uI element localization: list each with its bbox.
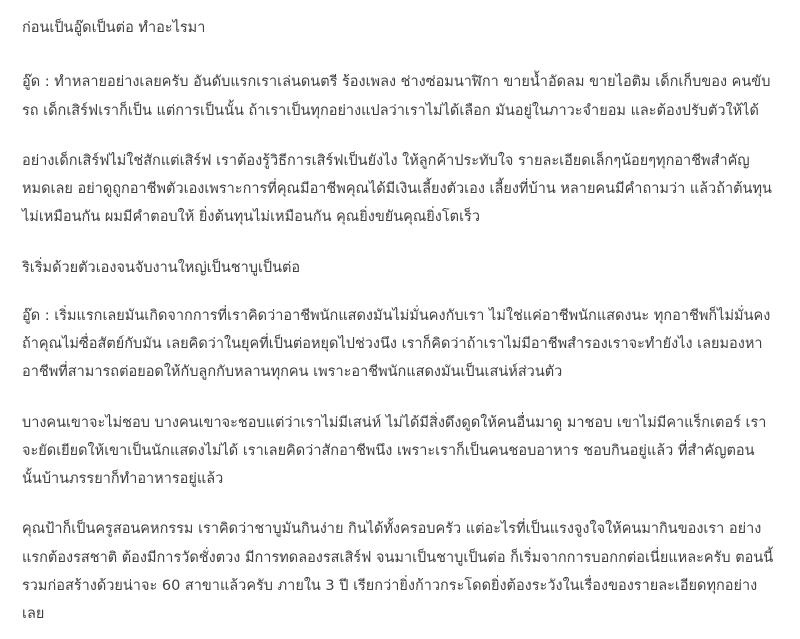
article-paragraph-answer-2: อย่างเด็กเสิร์ฟไม่ใช่สักแต่เสิร์ฟ เราต้องรู้วิธีการเสิร์ฟเป็นยังไง ให้ลูกค้าประทับใจ รายละเอียดเล็กๆน้อยๆทุกอาชีพสำคัญหมดเลย อย่าดูถูกอาชีพตัวเองเพราะการที่คุณมีอาชีพคุณได้มีเงินเลี้ยงตัวเอง เลี้ยงที่บ้าน หลายคนมีคำถามว่า แล้วถ้าต้นทุนไม่เหมือนกัน ผมมีคำตอบให้ ยิ่งต้นทุนไม่เหมือนกัน คุณยิ่งขยันคุณยิ่งโตเร็ว	[22, 152, 772, 226]
article-paragraph-question-2: ริเริ่มด้วยตัวเองจนจับงานใหญ่เป็นชาบูเป็นต่อ	[22, 259, 301, 276]
article-paragraph-question-1: ก่อนเป็นอู๊ดเป็นต่อ ทำอะไรมา	[22, 20, 206, 36]
article-paragraph-answer-5: คุณป้าก็เป็นครูสอนคหกรรม เราคิดว่าชาบูมันกินง่าย กินได้ทั้งครอบครัว แต่อะไรที่เป็นแรงจูงใจให้คนมากินของเรา อย่างแรกต้องรสชาติ ต้องมีการวัดชั่งตวง มีการทดลองรสเสิร์ฟ จนมาเป็นชาบูเป็นต่อ ก็เริ่มจากการบอกกต่อเนี่ยแหละครับ ตอนนี้รวมก่อสร้างด้วยน่าจะ 60 สาขาแล้วครับ ภายใน 3 ปี เรียกว่ายิ่งก้าวกระโดดยิ่งต้องระวังในเรื่องของรายละเอียดทุกอย่างเลย	[22, 521, 774, 623]
article-paragraph-answer-4: บางคนเขาจะไม่ชอบ บางคนเขาจะชอบแต่ว่าเราไม่มีเสน่ห์ ไม่ได้มีสิ่งดึงดูดให้คนอื่นมาดู มาชอบ เขาไม่มีคาแร็กเตอร์ เราจะยัดเยียดให้เขาเป็นนักแสดงไม่ได้ เราเลยคิดว่าสักอาชีพนึง เพราะเราก็เป็นคนชอบอาหาร ชอบกินอยู่แล้ว ที่สำคัญตอนนั้นบ้านภรรยาก็ทำอาหารอยู่แล้ว	[22, 414, 767, 488]
article-paragraph-answer-1: อู๊ด : ทำหลายอย่างเลยครับ อันดับแรกเราเล่นดนตรี ร้องเพลง ช่างซ่อมนาฬิกา ขายน้ำอัดลม ขายไอติม เด็กเก็บของ คนขับรถ เด็กเสิร์ฟเราก็เป็น แต่การเป็นนั้น ถ้าเราเป็นทุกอย่างแปลว่าเราไม่ได้เลือก มันอยู่ในภาวะจำยอม และต้องปรับตัวให้ได้	[22, 74, 771, 119]
article-paragraph-answer-3: อู๊ด : เริ่มแรกเลยมันเกิดจากการที่เราคิดว่าอาชีพนักแสดงมันไม่มั่นคงกับเรา ไม่ใช่แค่อาชีพนักแสดงนะ ทุกอาชีพก็ไม่มั่นคงถ้าคุณไม่ซื่อสัตย์กับมัน เลยคิดว่าในยุคที่เป็นต่อหยุดไปช่วงนึง เราก็คิดว่าถ้าเราไม่มีอาชีพสำรองเราจะทำยังไง เลยมองหาอาชีพที่สามารถต่อยอดให้กับลูกกับหลานทุกคน เพราะอาชีพนักแสดงมันเป็นเสน่ห์ส่วนตัว	[22, 307, 771, 381]
